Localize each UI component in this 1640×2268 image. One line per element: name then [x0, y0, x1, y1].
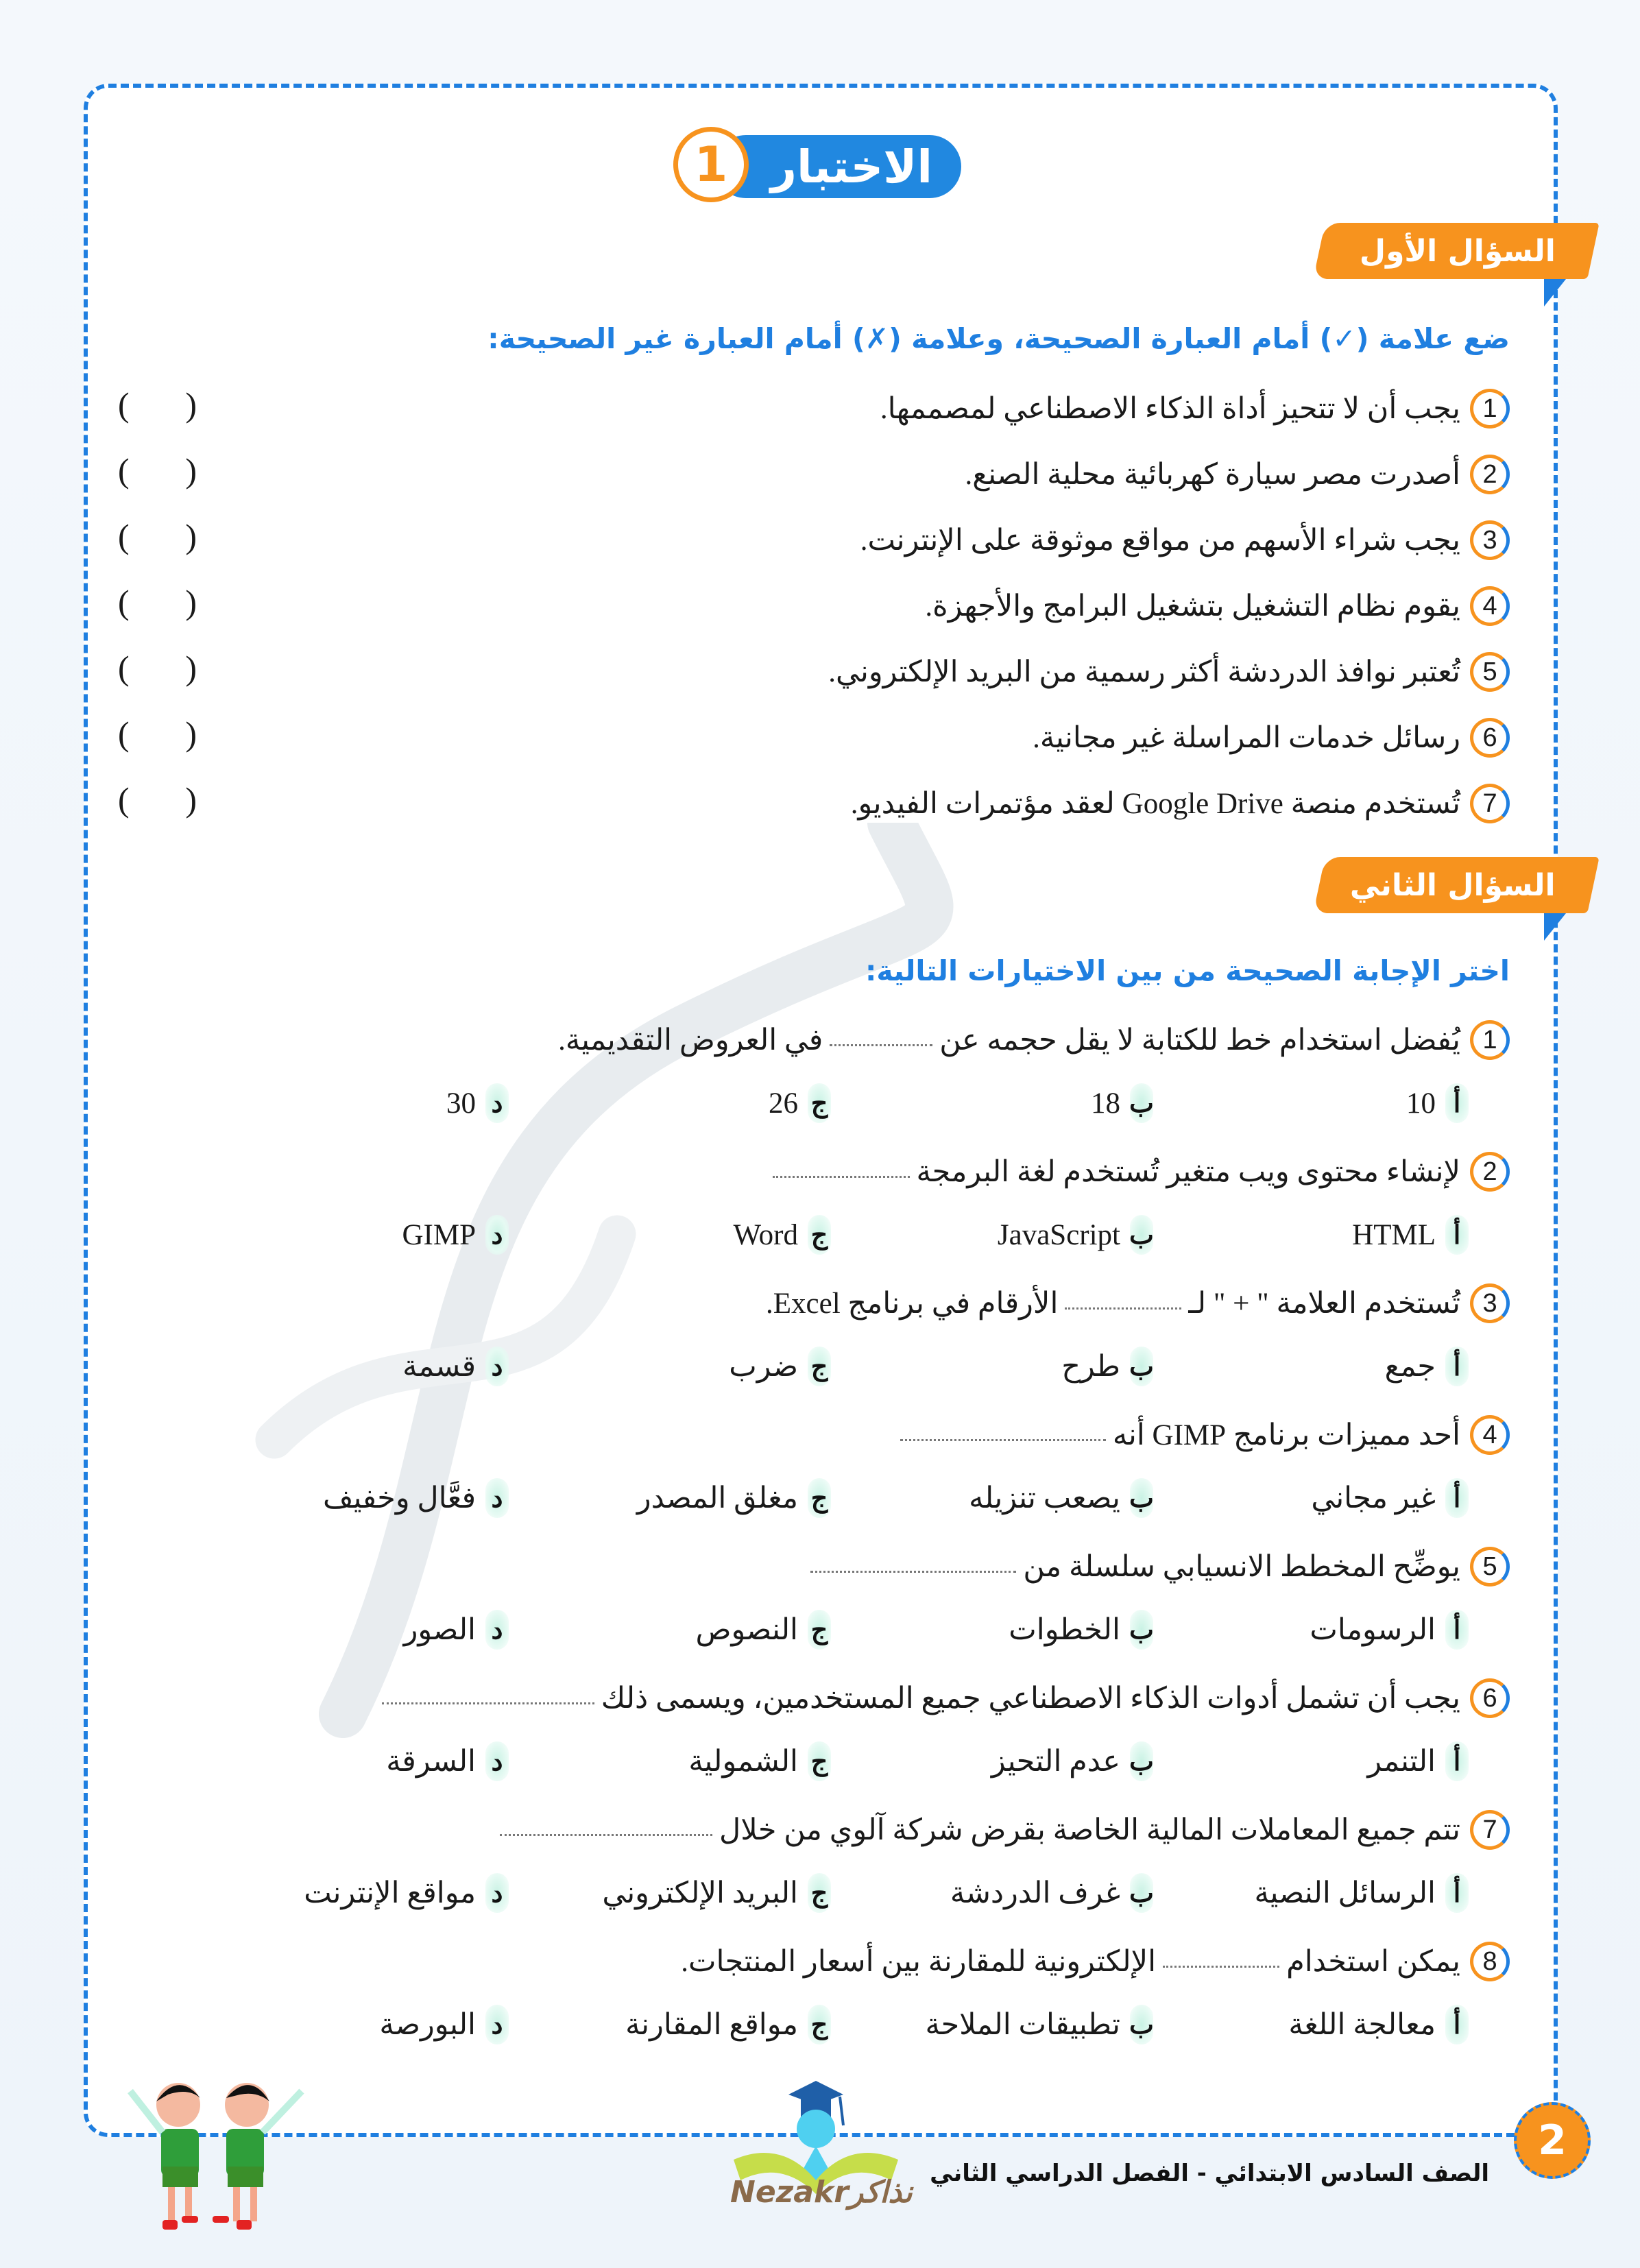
- question-text-after: الإلكترونية للمقارنة بين أسعار المنتجات.: [681, 1946, 1157, 1978]
- answer-blank[interactable]: [1065, 1298, 1181, 1310]
- answer-blank[interactable]: [773, 1166, 910, 1178]
- question-text-before: أحد مميزات برنامج GIMP أنه: [1112, 1419, 1460, 1451]
- option-label: مغلق المصدر: [636, 1482, 798, 1515]
- question-text-before: يوضِّح المخطط الانسيابي سلسلة من: [1023, 1551, 1460, 1583]
- answer-paren-close: ): [185, 780, 197, 819]
- question-text-before: يمكن استخدام: [1286, 1946, 1460, 1978]
- option-label: الشمولية: [688, 1746, 798, 1778]
- options-row: [221, 1083, 1510, 1124]
- option-label: البورصة: [379, 2009, 476, 2041]
- option-choice[interactable]: [1406, 1083, 1469, 1123]
- option-letter: ج: [808, 1215, 831, 1255]
- option-choice[interactable]: [637, 1478, 831, 1518]
- answer-paren-close: ): [185, 385, 197, 424]
- option-label: ضرب: [729, 1351, 798, 1383]
- answer-box[interactable]: [118, 780, 197, 819]
- option-label: JavaScript: [997, 1218, 1120, 1251]
- test-number: 1: [673, 127, 749, 202]
- answer-paren-close: ): [185, 583, 197, 621]
- tab-fold-decoration: [1544, 279, 1566, 306]
- option-letter: ب: [1130, 1083, 1153, 1123]
- options-row: [221, 1873, 1510, 1914]
- item-statement: يجب أن لا تتحيز أداة الذكاء الاصطناعي لمصممها.: [880, 393, 1460, 425]
- answer-blank[interactable]: [900, 1429, 1106, 1441]
- option-letter: أ: [1445, 1215, 1469, 1255]
- option-label: جمع: [1384, 1351, 1436, 1383]
- section-tab-question-1: السؤال الأول: [1313, 223, 1599, 279]
- question-text-before: يجب أن تشمل أدوات الذكاء الاصطناعي جميع المستخدمين، ويسمى ذلك: [601, 1682, 1460, 1715]
- answer-box[interactable]: [118, 450, 197, 490]
- question-number-badge: 4: [1470, 1415, 1510, 1455]
- option-letter: أ: [1445, 2005, 1469, 2044]
- option-choice[interactable]: [991, 1741, 1153, 1781]
- option-letter: ج: [808, 1873, 831, 1913]
- item-number-badge: 3: [1470, 520, 1510, 560]
- answer-paren-open: (: [118, 714, 130, 753]
- tab-fold-decoration: [1544, 913, 1566, 941]
- nezakr-logo-icon: [720, 2077, 912, 2249]
- option-label: التنمر: [1367, 1746, 1436, 1778]
- option-label: 26: [769, 1087, 798, 1120]
- option-letter: د: [485, 1347, 509, 1386]
- mcq-question: [493, 1810, 1510, 1850]
- option-label: تطبيقات الملاحة: [925, 2009, 1120, 2041]
- option-label: قسمة: [402, 1351, 476, 1383]
- option-label: البريد الإلكتروني: [602, 1877, 798, 1909]
- answer-paren-open: (: [118, 385, 130, 424]
- question-number-badge: 1: [1470, 1020, 1510, 1060]
- option-letter: ج: [808, 1741, 831, 1781]
- item-statement: يجب شراء الأسهم من مواقع موثوقة على الإنترنت.: [860, 524, 1460, 557]
- question-number-badge: 8: [1470, 1942, 1510, 1981]
- option-choice[interactable]: [402, 1347, 509, 1386]
- answer-box[interactable]: [118, 582, 197, 622]
- true-false-item: [1033, 718, 1510, 758]
- option-choice[interactable]: [386, 1741, 509, 1781]
- true-false-item: [860, 520, 1510, 560]
- option-label: غرف الدردشة: [950, 1877, 1120, 1909]
- option-label: النصوص: [695, 1614, 798, 1646]
- option-choice[interactable]: [688, 1741, 831, 1781]
- option-letter: ب: [1130, 1478, 1153, 1518]
- option-letter: ب: [1130, 1347, 1153, 1386]
- option-letter: ب: [1130, 1873, 1153, 1913]
- option-label: مواقع المقارنة: [625, 2009, 798, 2041]
- item-number-badge: 2: [1470, 455, 1510, 494]
- option-letter: د: [485, 1873, 509, 1913]
- option-choice[interactable]: [379, 2005, 509, 2044]
- question-number-badge: 6: [1470, 1678, 1510, 1718]
- option-label: معالجة اللغة: [1288, 2009, 1436, 2041]
- option-choice[interactable]: [404, 1610, 509, 1650]
- question-text-before: لإنشاء محتوى ويب متغير تُستخدم لغة البرمجة: [916, 1156, 1460, 1188]
- option-letter: أ: [1445, 1347, 1469, 1386]
- option-choice[interactable]: [1254, 1873, 1469, 1913]
- option-choice[interactable]: [625, 2005, 831, 2044]
- answer-box[interactable]: [118, 516, 197, 556]
- mcq-question: [681, 1942, 1510, 1981]
- test-title-badge: [673, 127, 968, 202]
- option-label: الخطوات: [1009, 1614, 1120, 1646]
- options-row: [221, 1741, 1510, 1783]
- option-letter: ج: [808, 1347, 831, 1386]
- test-title: الاختبار: [714, 135, 961, 198]
- answer-paren-close: ): [185, 649, 197, 687]
- options-row: [221, 1215, 1510, 1256]
- options-row: [221, 1610, 1510, 1651]
- option-label: 10: [1406, 1087, 1436, 1120]
- answer-paren-open: (: [118, 649, 130, 687]
- section-tab-question-2: السؤال الثاني: [1313, 857, 1599, 913]
- question-number-badge: 5: [1470, 1547, 1510, 1587]
- option-letter: ب: [1130, 1741, 1153, 1781]
- answer-blank[interactable]: [500, 1824, 712, 1836]
- answer-blank[interactable]: [1163, 1956, 1279, 1968]
- page-number-badge: 2: [1514, 2102, 1591, 2179]
- option-letter: د: [485, 1478, 509, 1518]
- option-choice[interactable]: [729, 1347, 831, 1386]
- true-false-item: [851, 784, 1510, 823]
- option-label: فعَّال وخفيف: [323, 1482, 476, 1515]
- option-label: 30: [446, 1087, 476, 1120]
- option-label: 18: [1091, 1087, 1120, 1120]
- option-letter: أ: [1445, 1873, 1469, 1913]
- mcq-question: [375, 1678, 1510, 1718]
- option-choice[interactable]: [1311, 1478, 1469, 1518]
- option-label: مواقع الإنترنت: [304, 1877, 476, 1909]
- option-letter: ج: [808, 1478, 831, 1518]
- option-label: يصعب تنزيله: [969, 1482, 1120, 1515]
- question-text-before: يُفضل استخدام خط للكتابة لا يقل حجمه عن: [939, 1024, 1460, 1057]
- kids-illustration: [113, 2064, 319, 2242]
- option-letter: ج: [808, 1610, 831, 1650]
- option-label: HTML: [1352, 1218, 1436, 1251]
- option-label: غير مجاني: [1311, 1482, 1436, 1515]
- item-statement: أصدرت مصر سيارة كهربائية محلية الصنع.: [965, 459, 1460, 491]
- question-text-after: في العروض التقديمية.: [558, 1024, 823, 1057]
- answer-box[interactable]: [118, 385, 197, 424]
- question-text-before: تتم جميع المعاملات المالية الخاصة بقرض شركة آلوي من خلال: [719, 1814, 1460, 1846]
- option-choice[interactable]: [1061, 1347, 1153, 1386]
- mcq-question: [766, 1283, 1510, 1323]
- option-letter: د: [485, 2005, 509, 2044]
- answer-paren-open: (: [118, 583, 130, 621]
- answer-paren-close: ): [185, 517, 197, 555]
- option-label: طرح: [1061, 1351, 1120, 1383]
- answer-paren-close: ): [185, 714, 197, 753]
- option-letter: أ: [1445, 1083, 1469, 1123]
- option-letter: د: [485, 1083, 509, 1123]
- option-choice[interactable]: [446, 1083, 509, 1123]
- question-number-badge: 2: [1470, 1152, 1510, 1192]
- option-choice[interactable]: [1352, 1215, 1469, 1255]
- option-label: الصور: [403, 1614, 476, 1646]
- option-letter: أ: [1445, 1478, 1469, 1518]
- mcq-question: [893, 1415, 1510, 1455]
- question-number-badge: 7: [1470, 1810, 1510, 1850]
- option-choice[interactable]: [304, 1873, 509, 1913]
- answer-box[interactable]: [118, 648, 197, 688]
- option-letter: د: [485, 1610, 509, 1650]
- option-choice[interactable]: [1310, 1610, 1469, 1650]
- option-choice[interactable]: [602, 1873, 831, 1913]
- mcq-question: [804, 1547, 1510, 1587]
- mcq-question: [558, 1020, 1510, 1060]
- option-label: Word: [733, 1218, 798, 1251]
- option-choice[interactable]: [695, 1610, 831, 1650]
- item-statement: تُستخدم منصة Google Drive لعقد مؤتمرات الفيديو.: [850, 788, 1460, 820]
- answer-paren-open: (: [118, 451, 130, 490]
- option-letter: أ: [1445, 1741, 1469, 1781]
- option-choice[interactable]: [402, 1215, 509, 1255]
- item-statement: يقوم نظام التشغيل بتشغيل البرامج والأجهزة.: [925, 590, 1460, 623]
- option-letter: د: [485, 1741, 509, 1781]
- answer-paren-close: ): [185, 451, 197, 490]
- nezakr-logo-text: Nezakrنذاكر: [730, 2175, 913, 2210]
- option-letter: ج: [808, 1083, 831, 1123]
- true-false-item: [965, 455, 1510, 494]
- section2-instruction: اختر الإجابة الصحيحة من بين الاختيارات التالية:: [865, 954, 1510, 987]
- item-number-badge: 7: [1470, 784, 1510, 823]
- section1-instruction: ضع علامة (✓) أمام العبارة الصحيحة، وعلامة (✗) أمام العبارة غير الصحيحة:: [487, 322, 1510, 355]
- answer-blank[interactable]: [810, 1561, 1016, 1573]
- option-choice[interactable]: [323, 1478, 509, 1518]
- answer-blank[interactable]: [382, 1693, 594, 1704]
- answer-box[interactable]: [118, 714, 197, 753]
- options-row: [221, 1347, 1510, 1388]
- option-choice[interactable]: [969, 1478, 1153, 1518]
- item-number-badge: 6: [1470, 718, 1510, 758]
- option-label: الرسومات: [1310, 1614, 1436, 1646]
- option-choice[interactable]: [1091, 1083, 1153, 1123]
- option-choice[interactable]: [998, 1215, 1153, 1255]
- option-letter: د: [485, 1215, 509, 1255]
- option-choice[interactable]: [734, 1215, 831, 1255]
- option-letter: ب: [1130, 2005, 1153, 2044]
- mcq-question: [766, 1152, 1510, 1192]
- item-statement: رسائل خدمات المراسلة غير مجانية.: [1033, 722, 1460, 754]
- true-false-item: [880, 389, 1510, 429]
- option-label: GIMP: [402, 1218, 476, 1251]
- question-number-badge: 3: [1470, 1283, 1510, 1323]
- option-letter: أ: [1445, 1610, 1469, 1650]
- grade-semester-label: الصف السادس الابتدائي - الفصل الدراسي الثاني: [930, 2160, 1489, 2187]
- option-letter: ج: [808, 2005, 831, 2044]
- item-number-badge: 5: [1470, 652, 1510, 692]
- question-text-before: تُستخدم العلامة " + " لـ: [1188, 1288, 1460, 1320]
- option-label: السرقة: [386, 1746, 476, 1778]
- item-statement: تُعتبر نوافذ الدردشة أكثر رسمية من البريد الإلكتروني.: [828, 656, 1460, 688]
- option-choice[interactable]: [950, 1873, 1153, 1913]
- answer-paren-open: (: [118, 517, 130, 555]
- true-false-item: [828, 652, 1510, 692]
- item-number-badge: 4: [1470, 586, 1510, 626]
- item-number-badge: 1: [1470, 389, 1510, 429]
- option-label: الرسائل النصية: [1254, 1877, 1436, 1909]
- option-choice[interactable]: [1288, 2005, 1469, 2044]
- option-letter: ب: [1130, 1215, 1153, 1255]
- option-choice[interactable]: [769, 1083, 831, 1123]
- option-choice[interactable]: [1367, 1741, 1469, 1781]
- question-text-after: الأرقام في برنامج Excel.: [766, 1288, 1059, 1320]
- options-row: [221, 1478, 1510, 1519]
- options-row: [221, 2005, 1510, 2046]
- option-label: عدم التحيز: [991, 1746, 1120, 1778]
- option-letter: ب: [1130, 1610, 1153, 1650]
- answer-paren-open: (: [118, 780, 130, 819]
- option-choice[interactable]: [926, 2005, 1153, 2044]
- option-choice[interactable]: [1009, 1610, 1153, 1650]
- answer-blank[interactable]: [830, 1035, 932, 1046]
- option-choice[interactable]: [1385, 1347, 1469, 1386]
- true-false-item: [925, 586, 1510, 626]
